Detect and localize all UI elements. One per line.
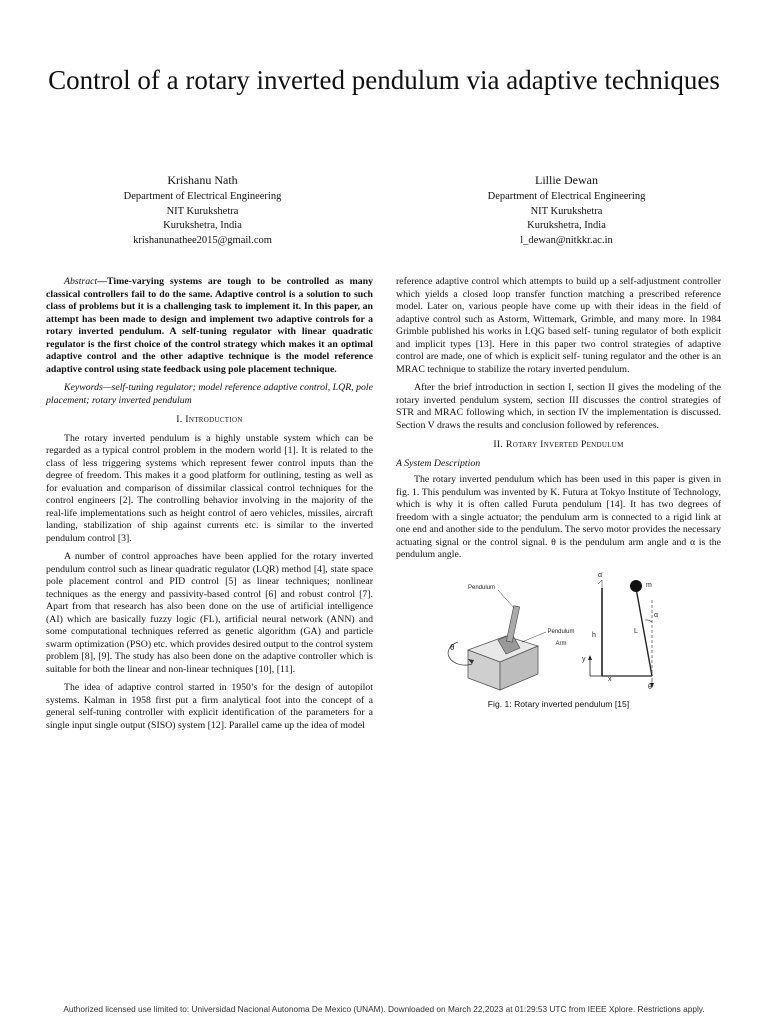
label-y: y (582, 655, 586, 663)
author-location: Kurukshetra, India (163, 220, 242, 231)
keywords: Keywords—self-tuning regulator; model reference adaptive control, LQR, pole placement; rotary inverted pendulum (46, 382, 373, 406)
paragraph: After the brief introduction in section I, section II gives the modeling of the rotary inverted pendulum system, section III discusses the control strategies of STR and MRAC following which, in section IV the implementation is discussed. Section V draws the results and conclusion followed by references. (396, 382, 721, 431)
label-x: x (608, 675, 612, 683)
label-alpha-dot: α̇ (598, 571, 603, 579)
label-theta: θ (450, 642, 455, 652)
left-column (46, 276, 373, 738)
paragraph: reference adaptive control which attempts to build up a self-adjustment controller which yields a closed loop transfer function matching a prescribed reference model. Later on, various people have come up with their ideas in the field of adaptive control such as Astorm, Wittemark, Grimble, and many more. In 1984 Grimble published his works in LQG based self- tuning regulator of both explicit and implicit types [13]. Here in this paper two control strategies of adaptive control are made, one of which is explicit self- tuning regulator and the other is an MRAC technique to stabilize the rotary inverted pendulum. (396, 276, 721, 375)
author-location: Kurukshetra, India (527, 220, 606, 231)
abstract-text: —Time-varying systems are tough to be controlled as many classical controllers fail to do the same. Adaptive control is a solution to such class of problems but it is a challenging task to implement it. In this paper, an attempt has been made to design and implement two adaptive controls for a rotary inverted pendulum. A self-tuning regulator with linear quadratic regulator is the first choice of the control strategy which makes it an optimal adaptive control and the other adaptive technique is the model reference adaptive control using state feedback using pole placement technique. (46, 276, 373, 375)
abstract-label: Abstract (64, 276, 98, 287)
paragraph: The idea of adaptive control started in 1950’s for the design of autopilot systems. Kalman in 1958 first put a firm analytical foot into the concept of a general self-tuning controller with explicit identification of the parameters for a single input single output (SISO) system [12]. Parallel came up the idea of model (46, 682, 373, 731)
subsection-heading: A System Description (396, 457, 481, 469)
paragraph: The rotary inverted pendulum is a highly unstable system which can be regarded as a typical control problem in the modern world [1]. It is related to the class of less triggering systems which represent fewer control inputs than the degree of freedom. This makes it a good platform for outlining, testing as well as for evaluation and comparison of dissimilar classical control techniques for the control engineers [2]. The controlling behavior involving in the majority of the real-life implementations such as height control of aero vehicles, missiles, aircraft landing, stabilization of ship against currents etc. is similar to the inverted pendulum control [3]. (46, 432, 373, 544)
figure-rotary-pendulum (428, 570, 688, 692)
label-length: L (634, 627, 638, 635)
author-department: Department of Electrical Engineering (123, 191, 282, 202)
author-department: Department of Electrical Engineering (487, 191, 646, 202)
paragraph: A number of control approaches have been applied for the rotary inverted pendulum control such as linear quadratic regulator (LQR) method [4], state space pole placement control and PID control [5] as linear techniques; nonlinear techniques as the energy and passivity-based control [6] and robust control [7]. Apart from that research has also been done on the use of artificial intelligence (AI) which are basically fuzzy logic (FL), artificial neural network (ANN) and some computational techniques referred as genetic algorithm (GA) and particle swarm optimization (PSO) etc. which provides desired output to the control system problem [8], [9]. The study has also been done on the adaptive controller which is suitable for both the linear and non-linear techniques [10], [11]. (46, 551, 373, 675)
author-block-1 (70, 172, 335, 248)
paragraph: The rotary inverted pendulum which has been used in this paper is given in fig. 1. This pendulum was invented by K. Futura at Tokyo Institute of Technology, which is why it is often called Furuta pendulum [14]. It has two degrees of freedom with a single actuator; the pendulum arm is connected to a rigid link at one end and another side to the pendulum. The servo motor provides the necessary actuating signal or the control signal. θ is the pendulum arm angle and α is the pendulum angle. (396, 474, 721, 560)
schematic-drawing (588, 580, 654, 688)
label-theta-dot: θ̇ (648, 683, 652, 691)
figure-caption: Fig. 1: Rotary inverted pendulum [15] (487, 698, 630, 709)
author-name: Lillie Dewan (535, 173, 598, 187)
section-heading-rotary-inverted-pendulum: II. Rotary Inverted Pendulum (493, 439, 624, 450)
author-block-2 (434, 172, 699, 248)
author-email: krishanunathee2015@gmail.com (133, 234, 272, 246)
author-institution: NIT Kurukshetra (530, 205, 603, 217)
abstract (46, 276, 373, 376)
label-pendulum-arm: Pendulum Arm (547, 628, 575, 647)
label-mass: m (646, 581, 652, 589)
license-footer: Authorized licensed use limited to: Universidad Nacional Autonoma De Mexico (UNAM). Downloaded on March 22,2023 at 01:29:53 UTC from IEEE Xplore. Restrictions apply. (63, 1004, 705, 1014)
author-institution: NIT Kurukshetra (166, 205, 239, 217)
label-pendulum: Pendulum (468, 584, 496, 591)
section-heading-introduction: I. Introduction (176, 414, 243, 425)
author-email: l_dewan@nitkkr.ac.in (520, 234, 613, 246)
label-height: h (592, 631, 596, 639)
paper-title: Control of a rotary inverted pendulum via adaptive techniques (48, 65, 720, 95)
right-column (396, 276, 721, 710)
apparatus-drawing (448, 590, 546, 690)
author-name: Krishanu Nath (167, 173, 238, 187)
label-alpha: α (654, 611, 659, 619)
